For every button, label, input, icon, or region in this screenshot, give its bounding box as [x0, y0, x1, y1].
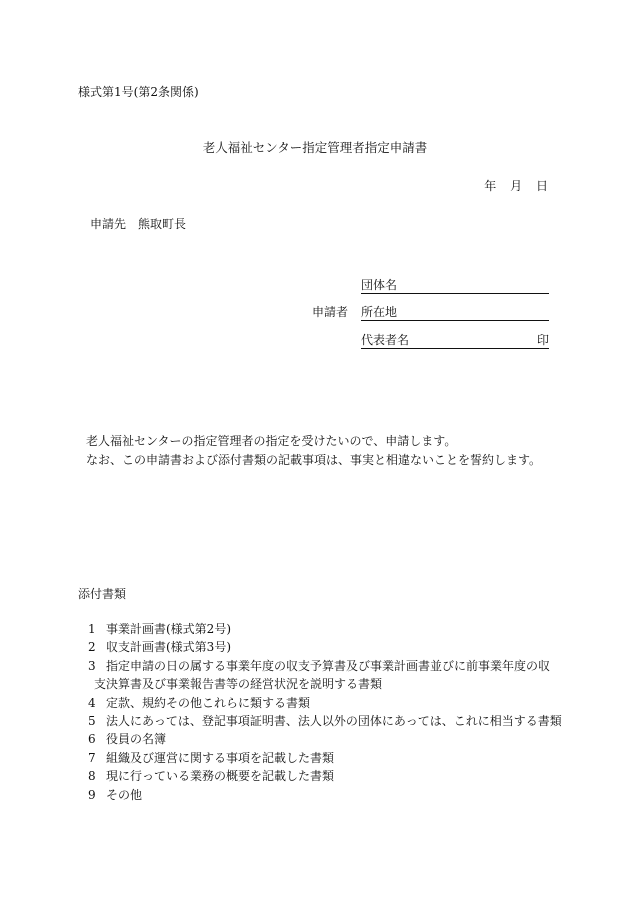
attachment-continuation-text: 支決算書及び事業報告書等の経営状況を説明する書類	[94, 677, 383, 692]
attachment-item	[88, 657, 562, 675]
address-field	[361, 304, 549, 321]
recipient: 申請先 熊取町長	[90, 217, 187, 231]
attachment-item	[88, 767, 562, 785]
form-number: 様式第1号(第2条関係)	[78, 85, 199, 99]
attachment-text: 指定申請の日の属する事業年度の収支予算書及び事業計画書並びに前事業年度の収	[106, 658, 551, 673]
attachment-text: 収支計画書(様式第3号)	[106, 640, 231, 655]
attachment-item	[88, 620, 562, 638]
attachment-text: その他	[106, 787, 143, 802]
attachment-number: 9	[88, 787, 96, 802]
address-label: 所在地	[361, 305, 398, 319]
pledge-statement: なお、この申請書および添付書類の記載事項は、事実と相違ないことを誓約します。	[86, 453, 542, 467]
attachment-text: 定款、規約その他これらに類する書類	[106, 695, 311, 710]
document-title: 老人福祉センター指定管理者指定申請書	[202, 140, 428, 155]
attachments-heading: 添付書類	[78, 587, 127, 601]
attachment-number: 7	[88, 750, 96, 765]
attachment-text: 法人にあっては、登記事項証明書、法人以外の団体にあっては、これに相当する書類	[106, 714, 562, 729]
date-year: 年	[484, 179, 497, 193]
date-month: 月	[510, 179, 523, 193]
application-statement: 老人福祉センターの指定管理者の指定を受けたいので、申請します。	[86, 434, 457, 448]
representative-field	[361, 332, 549, 349]
attachment-number: 5	[88, 714, 96, 729]
attachment-number: 1	[88, 622, 96, 636]
attachment-text: 役員の名簿	[106, 732, 167, 747]
seal-mark: 印	[536, 333, 549, 347]
attachment-item-continuation	[88, 675, 562, 693]
attachment-number: 4	[88, 695, 96, 710]
date-day: 日	[535, 179, 548, 193]
attachment-item	[88, 712, 562, 730]
attachment-item	[88, 730, 562, 748]
attachment-number: 3	[88, 658, 96, 673]
attachment-item	[88, 786, 562, 804]
representative-label: 代表者名	[361, 333, 410, 347]
attachment-number: 6	[88, 732, 96, 747]
attachment-number: 2	[88, 640, 96, 655]
attachments-list	[88, 620, 562, 804]
attachment-text: 事業計画書(様式第2号)	[106, 622, 231, 636]
date-line	[474, 178, 548, 194]
attachment-item	[88, 749, 562, 767]
attachment-item	[88, 694, 562, 712]
attachment-text: 現に行っている業務の概要を記載した書類	[106, 769, 335, 784]
organization-name-field	[361, 277, 549, 294]
attachment-text: 組織及び運営に関する事項を記載した書類	[106, 750, 335, 765]
attachment-item	[88, 638, 562, 656]
attachment-number: 8	[88, 769, 96, 784]
organization-name-label: 団体名	[361, 278, 398, 292]
applicant-label: 申請者	[312, 305, 349, 319]
